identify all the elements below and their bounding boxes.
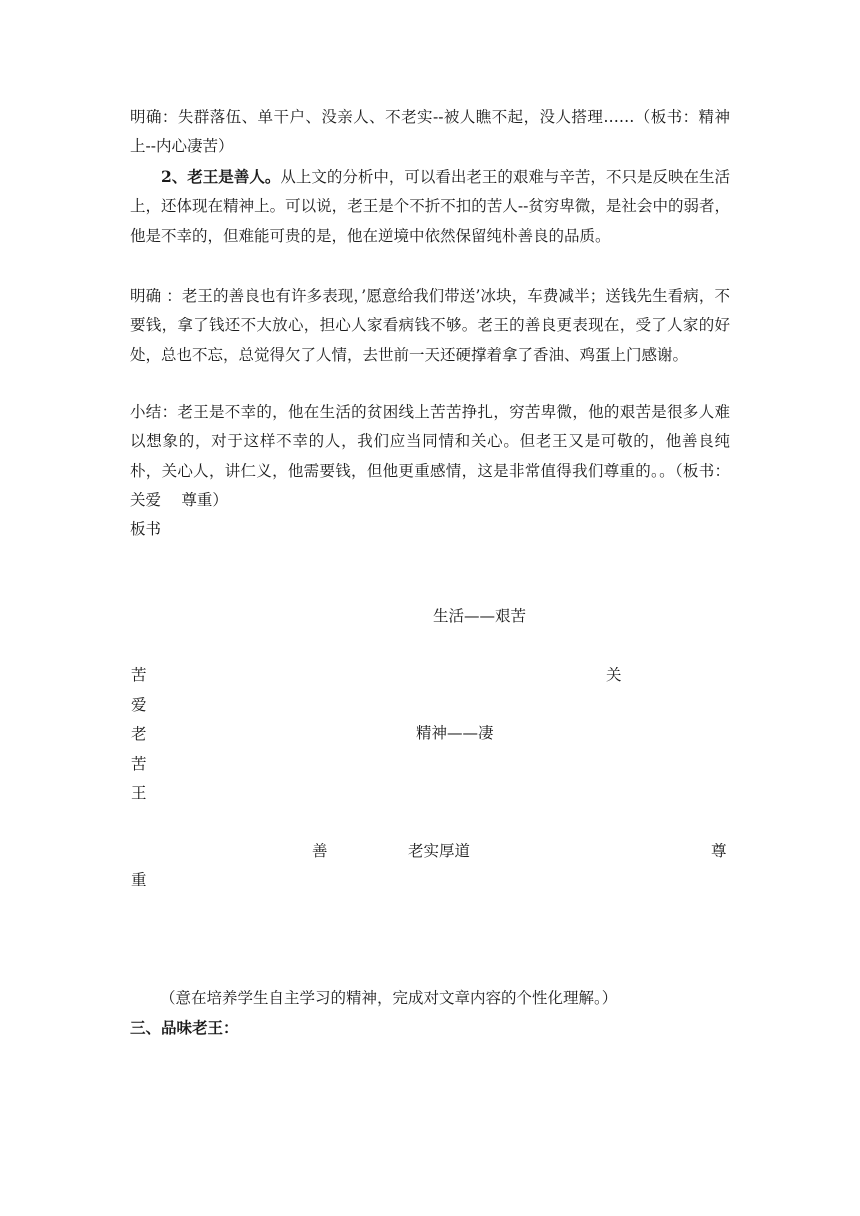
- board-left-char: 苦: [131, 754, 147, 773]
- board-zun: 尊: [711, 842, 727, 860]
- paragraph-clarify-2: 明确 ：老王的善良也有许多表现，’愿意给我们带送’冰块，车费减半；送钱先生看病，不要钱，拿了钱还不大放心，担心人家看病钱不够。老王的善良更表现在，受了人家的好处，总也不忘，总觉得欠了人情，去世前一天还硬撑着拿了香油、鸡蛋上门感谢。: [130, 287, 730, 364]
- board-heading: 板书: [130, 520, 162, 538]
- board-life-hardship: 生活——艰苦: [433, 607, 527, 625]
- board-spirit: 精神——凄: [416, 724, 494, 742]
- paragraph-summary: 小结：老王是不幸的，他在生活的贫困线上苦苦挣扎，穷苦卑微，他的艰苦是很多人难以想象的，对于这样不幸的人，我们应当同情和关心。但老王又是可敬的，他善良纯朴，关心人，讲仁义，他需要钱，但他更重感情，这是非常值得我们尊重的。。（板书：关爱 尊重）: [130, 403, 730, 509]
- board-left-char: 爱: [131, 695, 147, 714]
- intent-note: （意在培养学生自主学习的精神，完成对文章内容的个性化理解。）: [160, 989, 618, 1007]
- paragraph-kind-person: [130, 162, 730, 251]
- board-left-char: 老: [131, 725, 147, 744]
- board-shan: 善: [312, 842, 328, 860]
- board-honest: 老实厚道: [408, 842, 471, 860]
- section-3-title: 三、品味老王：: [130, 1018, 239, 1037]
- board-zhong: 重: [131, 871, 147, 889]
- kind-person-body: 从上文的分析中，可以看出老王的艰难与辛苦，不只是反映在生活上，还体现在精神上。可以说，老王是个不折不扣的苦人--贫穷卑微，是社会中的弱者，他是不幸的，但难能可贵的是，他在逆境中依然保留纯朴善良的品质。: [130, 168, 730, 245]
- board-left-column: [131, 661, 149, 809]
- board-guan: 关: [606, 666, 622, 684]
- paragraph-clarify-1: 明确：失群落伍、单干户、没亲人、不老实--被人瞧不起，没人搭理……（板书：精神上--内心凄苦）: [130, 108, 730, 156]
- board-left-char: 苦: [131, 666, 147, 684]
- board-left-char: 王: [131, 784, 147, 803]
- kind-person-lead: 2、老王是善人。: [161, 167, 281, 186]
